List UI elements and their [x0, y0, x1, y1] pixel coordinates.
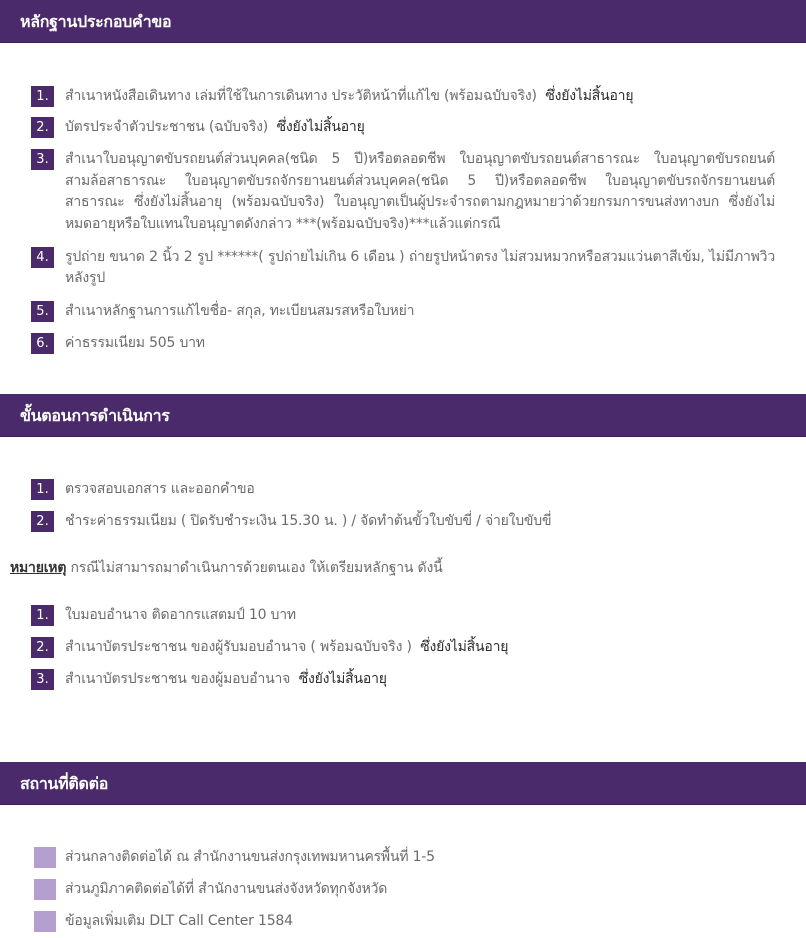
- item-text: ส่วนภูมิภาคติดต่อได้ที่ สำนักงานขนส่งจังหวัดทุกจังหวัด: [65, 881, 388, 897]
- section-header-contact: สถานที่ติดต่อ: [0, 762, 806, 805]
- item-suffix: ซึ่งยังไม่สิ้นอายุ: [276, 119, 365, 135]
- item-number-badge: 1.: [31, 86, 54, 107]
- evidence-item: [31, 247, 775, 289]
- item-number-badge: 1.: [31, 605, 54, 626]
- item-number-badge: 3.: [31, 149, 54, 170]
- item-number-badge: 4.: [31, 247, 54, 268]
- contact-item: [34, 847, 774, 868]
- procedure-note: [10, 558, 442, 579]
- item-number-badge: 2.: [31, 511, 54, 532]
- evidence-item: [31, 117, 775, 138]
- item-text: ส่วนกลางติดต่อได้ ณ สำนักงานขนส่งกรุงเทพมหานครพื้นที่ 1-5: [65, 849, 435, 865]
- item-text: สำเนาหลักฐานการแก้ไขชื่อ- สกุล, ทะเบียนสมรสหรือใบหย่า: [65, 303, 415, 319]
- evidence-item: [31, 301, 775, 322]
- item-text: ข้อมูลเพิ่มเติม DLT Call Center 1584: [65, 913, 293, 929]
- proxy-item: [31, 637, 775, 658]
- procedure-item: [31, 479, 775, 500]
- item-text: ชำระค่าธรรมเนียม ( ปิดรับชำระเงิน 15.30 น. ) / จัดทำต้นขั้วใบขับขี่ / จ่ายใบขับขี่: [65, 513, 552, 529]
- bullet-square-icon: [34, 879, 56, 900]
- proxy-item: [31, 605, 775, 626]
- item-number-badge: 2.: [31, 117, 54, 138]
- contact-item: [34, 911, 774, 932]
- item-text: สำเนาบัตรประชาชน ของผู้มอบอำนาจ: [65, 671, 291, 687]
- item-suffix: ซึ่งยังไม่สิ้นอายุ: [298, 671, 387, 687]
- item-text: ค่าธรรมเนียม 505 บาท: [65, 335, 205, 351]
- evidence-item: [31, 333, 775, 354]
- note-text: กรณีไม่สามารถมาดำเนินการด้วยตนเอง ให้เตรียมหลักฐาน ดังนี้: [70, 560, 443, 576]
- note-label: หมายเหตุ: [10, 560, 67, 576]
- item-text: บัตรประจำตัวประชาชน (ฉบับจริง): [65, 119, 269, 135]
- item-text: รูปถ่าย ขนาด 2 นิ้ว 2 รูป ******( รูปถ่ายไม่เกิน 6 เดือน ) ถ่ายรูปหน้าตรง ไม่สวมหมวกหรือสวมแว่นตาสีเข้ม, ไม่มีภาพวิวหลังรูป: [65, 249, 775, 286]
- section-header-evidence: หลักฐานประกอบคำขอ: [0, 0, 806, 43]
- item-text: สำเนาใบอนุญาตขับรถยนต์ส่วนบุคคล(ชนิด 5 ปี)หรือตลอดชีพ ใบอนุญาตขับรถยนต์สาธารณะ ใบอนุญาตขับรถยนต์สามล้อสาธารณะ ใบอนุญาตขับรถจักรยานยนต์ส่วนบุคคล(ชนิด 5 ปี)หรือตลอดชีพ ใบอนุญาตขับรถจักรยานยนต์สาธารณะ ซึ่งยังไม่สิ้นอายุ (พร้อมฉบับจริง) ใบอนุญาตเป็นผู้ประจำรถตามกฎหมายว่าด้วยกรมการขนส่งทางบก ซึ่งยังไม่หมดอายุหรือใบแทนใบอนุญาตดังกล่าว ***(พร้อมฉบับจริง)***แล้วแต่กรณี: [65, 151, 775, 232]
- bullet-square-icon: [34, 847, 56, 868]
- bullet-square-icon: [34, 911, 56, 932]
- item-suffix: ซึ่งยังไม่สิ้นอายุ: [545, 88, 634, 104]
- item-text: สำเนาบัตรประชาชน ของผู้รับมอบอำนาจ ( พร้อมฉบับจริง ): [65, 639, 412, 655]
- item-suffix: ซึ่งยังไม่สิ้นอายุ: [420, 639, 509, 655]
- item-number-badge: 6.: [31, 333, 54, 354]
- procedure-item: [31, 511, 775, 532]
- item-number-badge: 2.: [31, 637, 54, 658]
- proxy-item: [31, 669, 775, 690]
- item-number-badge: 5.: [31, 301, 54, 322]
- evidence-item: [31, 86, 775, 107]
- section-header-procedure: ขั้นตอนการดำเนินการ: [0, 394, 806, 437]
- item-number-badge: 3.: [31, 669, 54, 690]
- evidence-item: [31, 149, 775, 235]
- contact-item: [34, 879, 774, 900]
- item-text: ใบมอบอำนาจ ติดอากรแสตมป์ 10 บาท: [65, 607, 296, 623]
- item-text: ตรวจสอบเอกสาร และออกคำขอ: [65, 481, 255, 497]
- item-text: สำเนาหนังสือเดินทาง เล่มที่ใช้ในการเดินทาง ประวัติหน้าที่แก้ไข (พร้อมฉบับจริง): [65, 88, 537, 104]
- item-number-badge: 1.: [31, 479, 54, 500]
